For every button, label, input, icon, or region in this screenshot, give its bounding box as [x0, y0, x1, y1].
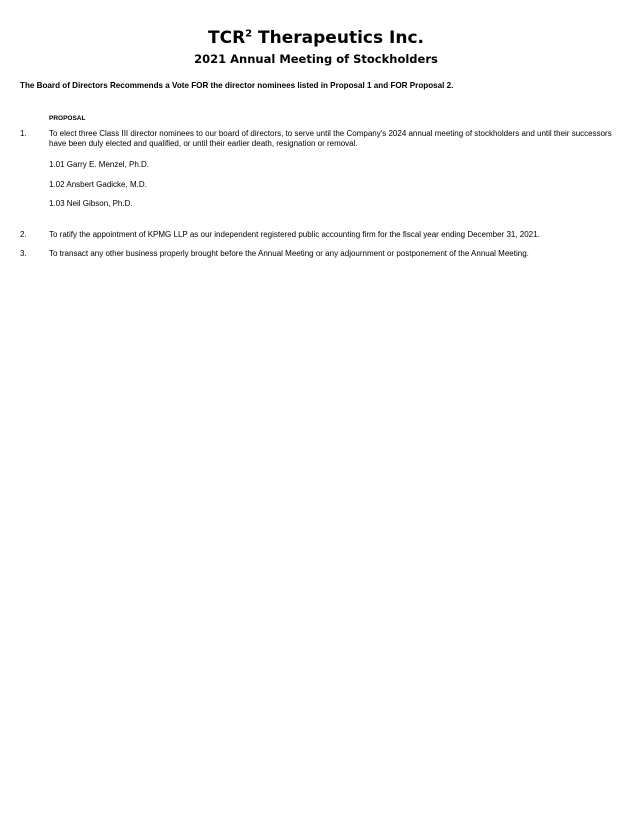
- proposal-3-text: To transact any other business properly brought before the Annual Meeting or any adjournment or postponement of the Annual Meeting.: [49, 249, 529, 258]
- proposal-2-number: 2.: [20, 230, 27, 239]
- proposal-2-text: To ratify the appointment of KPMG LLP as our independent registered public accounting firm for the fiscal year ending December 31, 2021.: [49, 230, 540, 239]
- proposal-1-text: To elect three Class III director nominees to our board of directors, to serve until the Company's 2024 annual meeting of stockholders and until their successors have been duly elected and qualified, or until their earlier death, resignation or removal.: [49, 129, 612, 148]
- company-name: TCR: [208, 28, 246, 48]
- nominee-1-02: 1.02 Ansbert Gadicke, M.D.: [49, 180, 147, 189]
- company-suffix: Therapeutics Inc.: [252, 28, 424, 48]
- meeting-title: 2021 Annual Meeting of Stockholders: [194, 52, 438, 66]
- company-superscript: 2: [245, 28, 253, 40]
- nominee-1-03: 1.03 Neil Gibson, Ph.D.: [49, 199, 133, 208]
- nominee-1-01: 1.01 Garry E. Menzel, Ph.D.: [49, 160, 150, 169]
- proposal-column-header: PROPOSAL: [49, 115, 86, 122]
- board-recommendation: The Board of Directors Recommends a Vote FOR the director nominees listed in Proposal 1 and FOR Proposal 2.: [20, 81, 454, 90]
- proposal-3-number: 3.: [20, 249, 27, 258]
- proposal-1-number: 1.: [20, 129, 27, 138]
- company-title: [0, 27, 632, 49]
